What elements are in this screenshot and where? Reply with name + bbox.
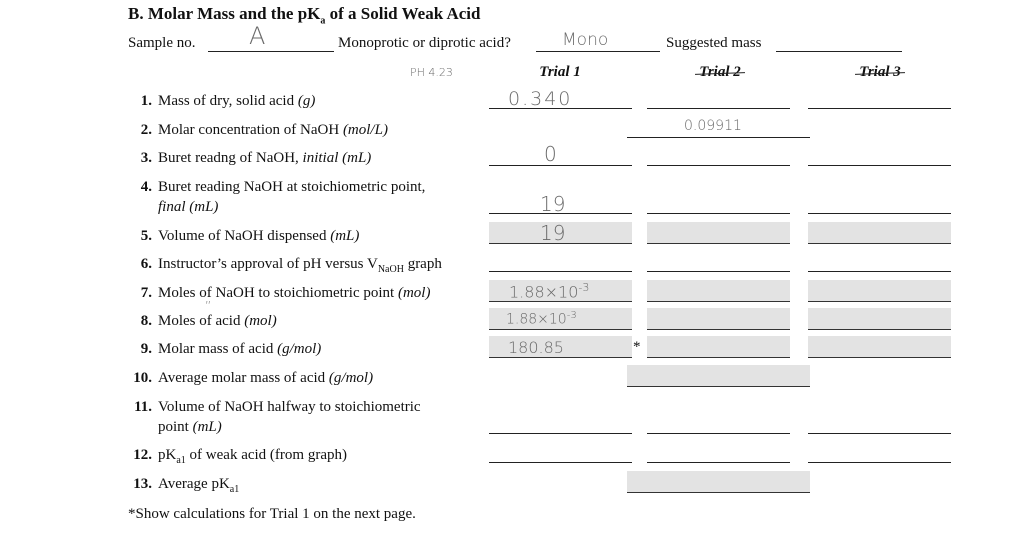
row-8-num: 8.: [140, 313, 152, 329]
row-7-num: 7.: [140, 285, 152, 301]
row-8-label: [130, 313, 277, 330]
row-9-trial1-value: 180.85: [508, 338, 564, 357]
row-7-unit: (mol): [397, 285, 431, 301]
row-9-label: [130, 341, 321, 358]
footnote: *Show calculations for Trial 1 on the next page.: [128, 506, 416, 522]
row-6-tail: graph: [403, 256, 442, 272]
row-8-trial1-exponent: -3: [566, 310, 577, 321]
row-1-num: 1.: [140, 93, 152, 109]
suggested-mass-label: Suggested mass: [666, 35, 762, 51]
row-2-text: Molar concentration of NaOH: [158, 122, 340, 138]
row-2-value: 0.09911: [684, 118, 742, 134]
row-5-trial2-cell[interactable]: [647, 222, 790, 244]
row-8-trial1-value: [506, 310, 577, 328]
row-2-trial2-field[interactable]: [627, 137, 810, 138]
row-1-label: [130, 93, 315, 110]
row-13-text: Average pK: [158, 476, 230, 492]
row-4-num: 4.: [140, 179, 152, 195]
row-13-label: [130, 476, 239, 495]
row-10-average-cell[interactable]: [627, 365, 810, 387]
section-title-rest: of a Solid Weak Acid: [325, 4, 481, 23]
ph-note: PH 4.23: [410, 66, 453, 79]
row-8-trial1-mantissa: 1.88×10: [506, 311, 567, 328]
row-11-num: 11.: [134, 399, 152, 415]
trial3-header-text: Trial 3: [859, 64, 901, 80]
row-12-label: [130, 447, 347, 466]
row-9-unit: (g/mol): [277, 341, 322, 357]
row-10-label: [130, 370, 373, 387]
row-11-line2: point: [158, 419, 189, 435]
row-5-text: Volume of NaOH dispensed: [158, 228, 327, 244]
row-6-label: [130, 256, 442, 275]
row-7-label: [130, 285, 430, 302]
row-5-trial1-value: 19: [540, 221, 566, 245]
row-4-line2-italic: final: [158, 199, 186, 215]
protic-label: Monoprotic or diprotic acid?: [338, 35, 511, 51]
row-12-trial2-field[interactable]: [647, 462, 790, 463]
ditto-mark: ”: [205, 299, 212, 313]
section-title-main: B. Molar Mass and the pK: [128, 4, 321, 23]
row-3-trial2-field[interactable]: [647, 165, 790, 166]
row-1-trial3-field[interactable]: [808, 108, 951, 109]
row-10-text: Average molar mass of acid: [158, 370, 326, 386]
row-5-trial3-cell[interactable]: [808, 222, 951, 244]
row-9-asterisk: *: [633, 339, 641, 355]
row-9-num: 9.: [140, 341, 152, 357]
row-7-text: Moles of NaOH to stoichiometric point: [158, 285, 395, 301]
row-7-trial1-mantissa: 1.88×10: [509, 282, 579, 302]
row-8-trial3-cell[interactable]: [808, 308, 951, 330]
row-11-trial1-field[interactable]: [489, 433, 632, 434]
row-3-trial3-field[interactable]: [808, 165, 951, 166]
row-3-trial1-field[interactable]: [489, 165, 632, 166]
row-5-num: 5.: [140, 228, 152, 244]
row-4-trial3-field[interactable]: [808, 213, 951, 214]
trial2-header-text: Trial 2: [699, 64, 741, 80]
row-6-sub: NaOH: [377, 264, 404, 275]
row-8-text: Moles of acid: [158, 313, 241, 329]
row-5-unit: (mL): [330, 228, 360, 244]
section-title-sub: a: [320, 15, 326, 27]
row-7-trial3-cell[interactable]: [808, 280, 951, 302]
row-11-label: [130, 399, 421, 416]
row-3-trial1-value: 0: [544, 142, 557, 166]
row-12-trial3-field[interactable]: [808, 462, 951, 463]
row-11-label-line2: [158, 419, 222, 436]
row-12-num: 12.: [133, 447, 152, 463]
row-11-trial3-field[interactable]: [808, 433, 951, 434]
sample-value: A: [249, 22, 266, 50]
row-13-num: 13.: [133, 476, 152, 492]
row-2-unit: (mol/L): [342, 122, 388, 138]
row-10-unit: (g/mol): [328, 370, 374, 386]
row-9-trial3-cell[interactable]: [808, 336, 951, 358]
row-4-label-line2: [158, 199, 218, 216]
row-6-num: 6.: [140, 256, 152, 272]
section-title: [128, 4, 480, 26]
row-4-line2-unit: (mL): [189, 199, 219, 215]
row-6-trial3-field[interactable]: [808, 271, 951, 272]
row-3-text: Buret readng of NaOH,: [158, 150, 299, 166]
row-6-text: Instructor’s approval of pH versus V: [158, 256, 378, 272]
row-4-label: [130, 179, 425, 196]
trial1-header-text: Trial 1: [539, 64, 581, 80]
row-11-trial2-field[interactable]: [647, 433, 790, 434]
trial3-header: [820, 64, 940, 81]
sample-label: Sample no.: [128, 35, 196, 51]
row-12-tail: of weak acid (from graph): [185, 447, 347, 463]
row-3-unit: (mL): [342, 150, 372, 166]
row-1-unit: (g): [297, 93, 316, 109]
row-1-text: Mass of dry, solid acid: [158, 93, 295, 109]
row-7-trial2-cell[interactable]: [647, 280, 790, 302]
row-10-num: 10.: [133, 370, 152, 386]
row-12-trial1-field[interactable]: [489, 462, 632, 463]
row-12-sub: a1: [176, 455, 186, 466]
row-6-trial1-field[interactable]: [489, 271, 632, 272]
row-11-line2-unit: (mL): [192, 419, 222, 435]
suggested-mass-field[interactable]: [776, 51, 902, 52]
row-4-text: Buret reading NaOH at stoichiometric point,: [158, 179, 426, 195]
row-3-text-italic: initial: [302, 150, 339, 166]
trial2-header: [660, 64, 780, 81]
row-11-text: Volume of NaOH halfway to stoichiometric: [158, 399, 421, 415]
row-4-trial1-value: 19: [540, 192, 566, 216]
row-13-sub: a1: [229, 484, 240, 495]
row-1-trial2-field[interactable]: [647, 108, 790, 109]
row-8-unit: (mol): [244, 313, 277, 329]
row-13-average-cell[interactable]: [627, 471, 810, 493]
protic-value: Mono: [562, 30, 609, 50]
row-7-trial1-exponent: -3: [578, 281, 590, 294]
sample-field[interactable]: [208, 51, 334, 52]
row-5-label: [130, 228, 359, 245]
row-2-num: 2.: [140, 122, 152, 138]
row-12-text: pK: [158, 447, 177, 463]
row-1-trial1-value: 0.340: [508, 88, 573, 110]
row-4-trial2-field[interactable]: [647, 213, 790, 214]
row-6-trial2-field[interactable]: [647, 271, 790, 272]
row-2-label: [130, 122, 388, 139]
row-9-trial2-cell[interactable]: [647, 336, 790, 358]
trial1-header: [500, 64, 620, 81]
protic-field[interactable]: [536, 51, 660, 52]
row-7-trial1-value: [509, 281, 589, 301]
row-9-text: Molar mass of acid: [158, 341, 274, 357]
row-8-trial2-cell[interactable]: [647, 308, 790, 330]
row-3-num: 3.: [140, 150, 152, 166]
row-3-label: [130, 150, 371, 167]
